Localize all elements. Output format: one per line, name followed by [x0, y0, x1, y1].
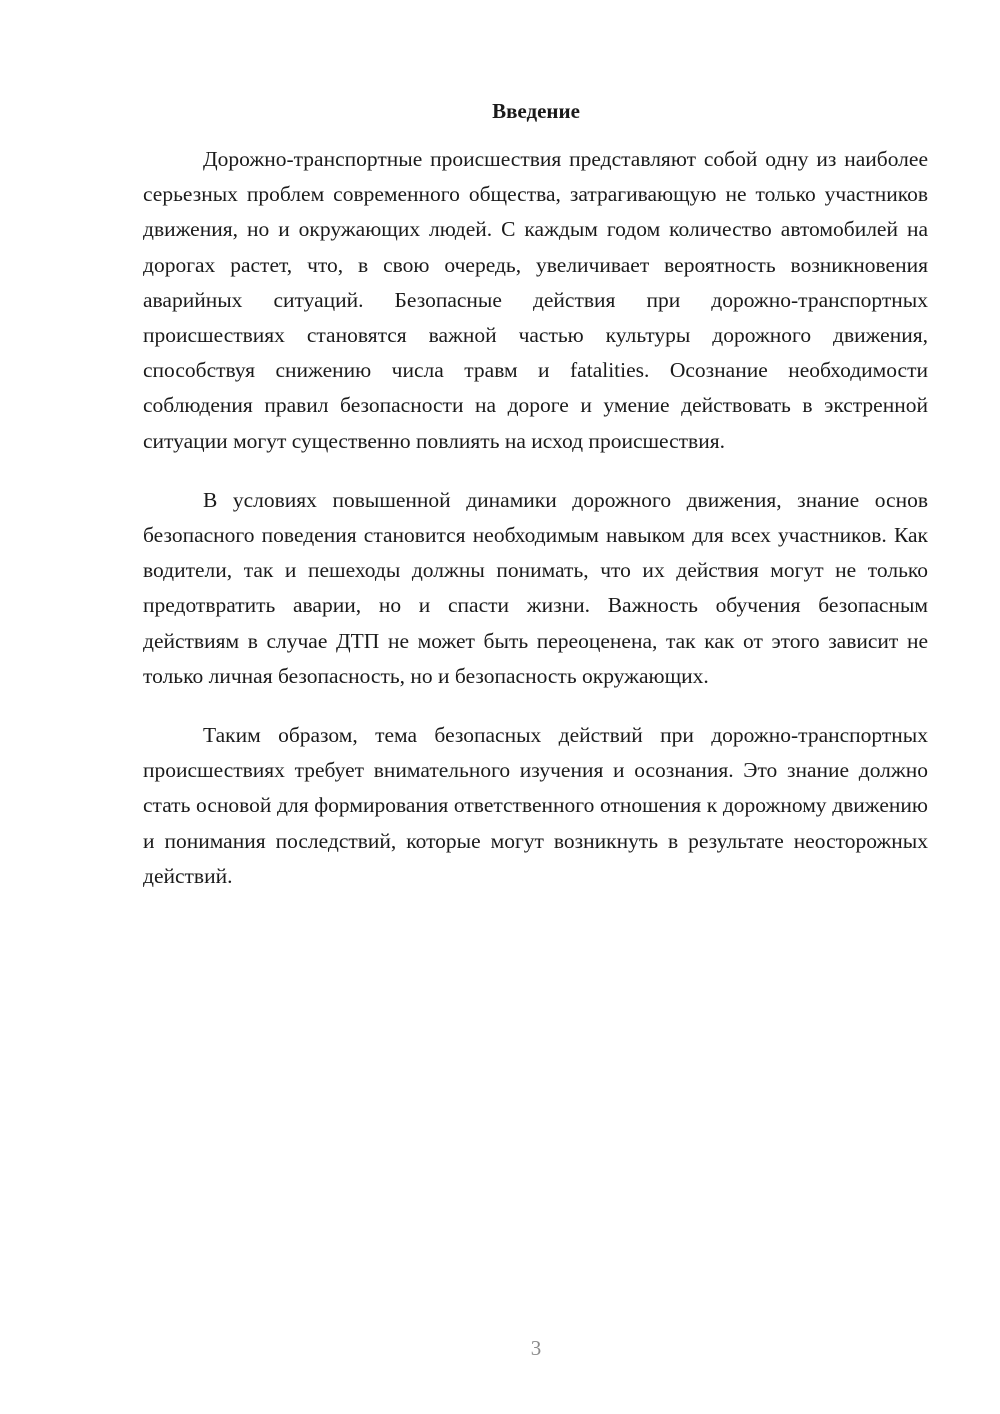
paragraph-2: В условиях повышенной динамики дорожного движения, знание основ безопасного поведения становится необходимым навыком для всех участников. Как водители, так и пешеходы должны понимать, что их действия могут не только предотвратить аварии, но и спасти жизни. Важность обучения безопасным действиям в случае ДТП не может быть переоценена, так как от этого зависит не только личная безопасность, но и безопасность окружающих.: [143, 487, 928, 688]
section-heading: Введение: [492, 99, 580, 123]
paragraph-3: Таким образом, тема безопасных действий при дорожно-транспортных происшествиях требует внимательного изучения и осознания. Это знание должно стать основой для формирования ответственного отношения к дорожному движению и понимания последствий, которые могут возникнуть в результате неосторожных действий.: [143, 723, 928, 888]
page-number: 3: [530, 1336, 542, 1360]
body-text: [143, 142, 928, 918]
paragraph-1: Дорожно-транспортные происшествия представляют собой одну из наиболее серьезных проблем современного общества, затрагивающую не только участников движения, но и окружающих людей. С каждым годом количество автомобилей на дорогах растет, что, в свою очередь, увеличивает вероятность возникновения аварийных ситуаций. Безопасные действия при дорожно-транспортных происшествиях становятся важной частью культуры дорожного движения, способствуя снижению числа травм и fatalities. Осознание необходимости соблюдения правил безопасности на дороге и умение действовать в экстренной ситуации могут существенно повлиять на исход происшествия.: [143, 147, 928, 453]
